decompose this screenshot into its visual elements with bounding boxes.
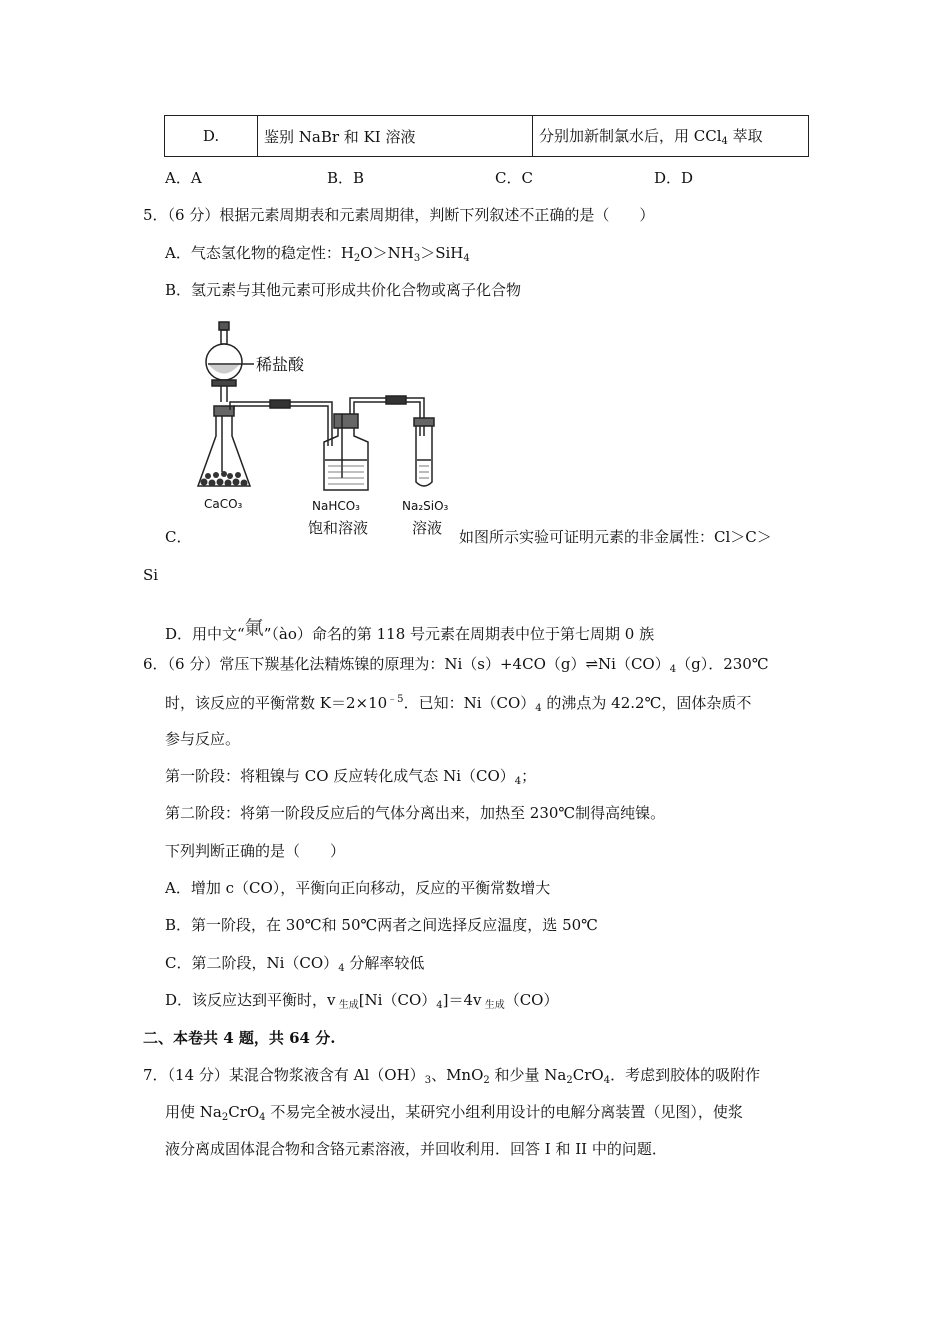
bottle-label-2: 饱和溶液 — [308, 519, 369, 537]
q6-option-c: C．第二阶段，$Ni(CO)_4$ 分解率较低 — [165, 954, 425, 974]
tube-label-1: Na₂SiO₃ — [402, 499, 449, 513]
option-table — [164, 115, 809, 157]
q6-line-4: 第一阶段：将粗镍与 CO 反应转化成气态 $Ni(CO)_4$； — [165, 767, 537, 787]
q5-option-a: A．气态氢化物的稳定性：$H_2O>NH_3>SiH_4$ — [165, 244, 470, 264]
q4-choice-a: A．A — [165, 169, 202, 187]
flask-label: CaCO₃ — [204, 497, 243, 511]
q6-line-6: 下列判断正确的是（ ） — [165, 842, 346, 860]
q6-line-1: 6．（6 分）常压下羰基化法精炼镍的原理为：$Ni(s)+4CO(g)\rightleftharpoons Ni(CO)_4(g)$．230℃ — [143, 655, 769, 675]
q7-line-3: 液分离成固体混合物和含铬元素溶液，并回收利用．回答 I 和 II 中的问题． — [165, 1140, 667, 1158]
table-row — [165, 116, 809, 157]
q7-line-2: 用使 $Na_2CrO_4$ 不易完全被水浸出，某研究小组利用设计的电解分离装置（见图），使浆 — [165, 1103, 743, 1123]
funnel-label: 稀盐酸 — [256, 355, 305, 374]
apparatus-figure — [190, 318, 460, 543]
tube-label-2: 溶液 — [412, 519, 443, 537]
bottle-label-1: NaHCO₃ — [312, 499, 360, 513]
q6-option-d: D．该反应达到平衡时，v $_{生成}[Ni(CO)_4]=4v$ $_{生成}$（CO） — [165, 991, 559, 1011]
section-heading: 二、本卷共 4 题，共 64 分. — [143, 1029, 336, 1047]
q7-line-1: 7．（14 分）某混合物浆液含有 $Al(OH)_3$、MnO$_2$ 和少量 $Na_2CrO_4$．考虑到胶体的吸附作 — [143, 1066, 761, 1086]
q5-option-b: B．氢元素与其他元素可形成共价化合物或离子化合物 — [165, 281, 522, 299]
q5-option-c-tail: Si — [143, 566, 159, 584]
q6-option-b: B．第一阶段，在 30℃和 50℃两者之间选择反应温度，选 50℃ — [165, 916, 598, 934]
row-method: 分别加新制氯水后，用 CCl$_4$ 萃取 — [533, 116, 809, 157]
q4-choice-c: C．C — [495, 169, 533, 187]
row-label: D. — [165, 116, 258, 157]
q6-option-a: A．增加 c（CO），平衡向正向移动，反应的平衡常数增大 — [165, 879, 551, 897]
q5-option-c-text: 如图所示实验可证明元素的非金属性：Cl＞C＞ — [459, 528, 772, 546]
q4-choice-d: D．D — [654, 169, 694, 187]
q6-line-5: 第二阶段：将第一阶段反应后的气体分离出来，加热至 230℃制得高纯镍。 — [165, 804, 666, 822]
q4-choice-b: B．B — [327, 169, 365, 187]
row-task: 鉴别 NaBr 和 KI 溶液 — [258, 116, 533, 157]
q5-option-d: D．用中文“氭”（ào）命名的第 118 号元素在周期表中位于第七周期 0 族 — [165, 617, 655, 643]
q6-line-3: 参与反应。 — [165, 730, 241, 748]
q6-line-2: 时，该反应的平衡常数 $K=2\times 10^{﹣5}$．已知：$Ni(CO)_4$ 的沸点为 42.2℃，固体杂质不 — [165, 694, 752, 714]
q5-stem: 5．（6 分）根据元素周期表和元素周期律，判断下列叙述不正确的是（ ） — [143, 206, 655, 224]
q5-option-c-label: C． — [165, 528, 192, 546]
